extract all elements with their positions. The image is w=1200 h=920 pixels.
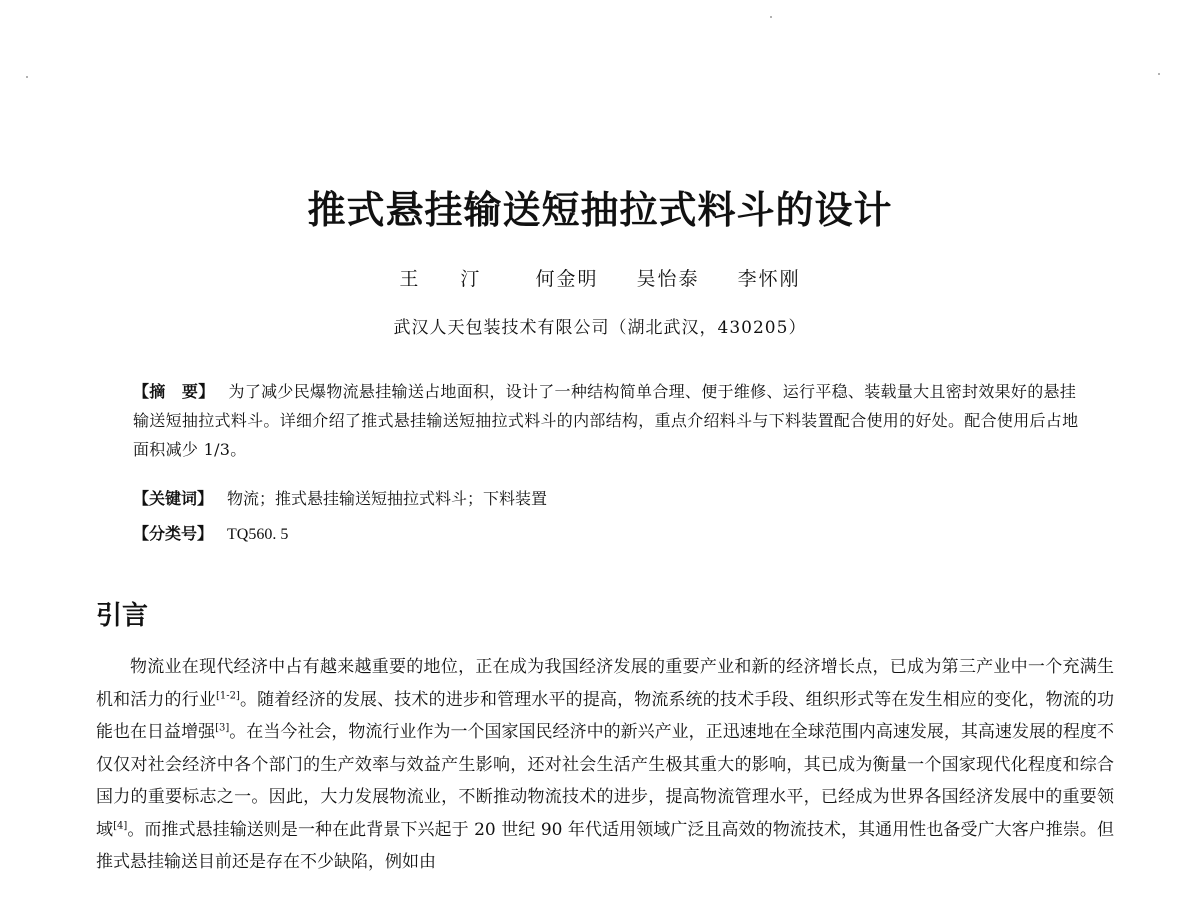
citation-ref: [1-2] xyxy=(215,689,240,701)
classification-block xyxy=(133,519,1083,549)
scan-speck xyxy=(26,76,28,78)
keywords-label: 【关键词】 xyxy=(133,489,214,508)
section-paragraph xyxy=(96,651,1114,879)
author-name: 吴怡泰 xyxy=(636,268,700,290)
abstract-label: 【摘 要】 xyxy=(133,382,215,401)
paragraph-text: 物流业在现代经济中占有越来越重要的地位，正在成为我国经济发展的重要产业和新的经济增长点，已成为第三产业中一个充满生机和活力的行业 xyxy=(96,657,1114,710)
scan-speck xyxy=(1158,73,1160,75)
citation-ref: [3] xyxy=(215,722,230,734)
author-name: 王 汀 xyxy=(399,268,498,290)
keywords-block xyxy=(133,484,1083,513)
author-name: 李怀刚 xyxy=(737,268,801,290)
section-heading: 引言 xyxy=(96,601,149,631)
paragraph-text: 。在当今社会，物流行业作为一个国家国民经济中的新兴产业，正迅速地在全球范围内高速发展，其高速发展的程度不仅仅对社会经济中各个部门的生产效率与效益产生影响，还对社会生活产生极其重大的影响，其已成为衡量一个国家现代化程度和综合国力的重要标志之一。因此，大力发展物流业，不断推动物流技术的进步，提高物流管理水平，已经成为世界各国经济发展中的重要领域 xyxy=(96,722,1115,840)
paper-title: 推式悬挂输送短抽拉式料斗的设计 xyxy=(307,188,893,232)
keywords-text: 物流；推式悬挂输送短抽拉式料斗；下料装置 xyxy=(227,489,548,508)
author-name: 何金明 xyxy=(535,268,599,290)
classification-text: TQ560. 5 xyxy=(227,526,289,543)
scan-speck xyxy=(770,16,772,18)
classification-label: 【分类号】 xyxy=(133,524,214,543)
abstract-text: 为了减少民爆物流悬挂输送占地面积，设计了一种结构简单合理、便于维修、运行平稳、装载量大且密封效果好的悬挂输送短抽拉式料斗。详细介绍了推式悬挂输送短抽拉式料斗的内部结构，重点介绍料斗与下料装置配合使用的好处。配合使用后占地面积减少 1/3。 xyxy=(133,382,1079,459)
citation-ref: [4] xyxy=(113,819,128,831)
author-list xyxy=(0,264,1200,294)
paragraph-text: 。随着经济的发展、技术的进步和管理水平的提高，物流系统的技术手段、组织形式等在发生相应的变化，物流的功能也在日益增强 xyxy=(96,689,1115,742)
paragraph-text: 。而推式悬挂输送则是一种在此背景下兴起于 20 世纪 90 年代适用领域广泛且高效的物流技术，其通用性也备受广大客户推崇。但推式悬挂输送目前还是存在不少缺陷，例如由 xyxy=(96,819,1114,872)
abstract-block xyxy=(133,377,1083,464)
affiliation: 武汉人天包装技术有限公司（湖北武汉，430205） xyxy=(393,318,807,338)
